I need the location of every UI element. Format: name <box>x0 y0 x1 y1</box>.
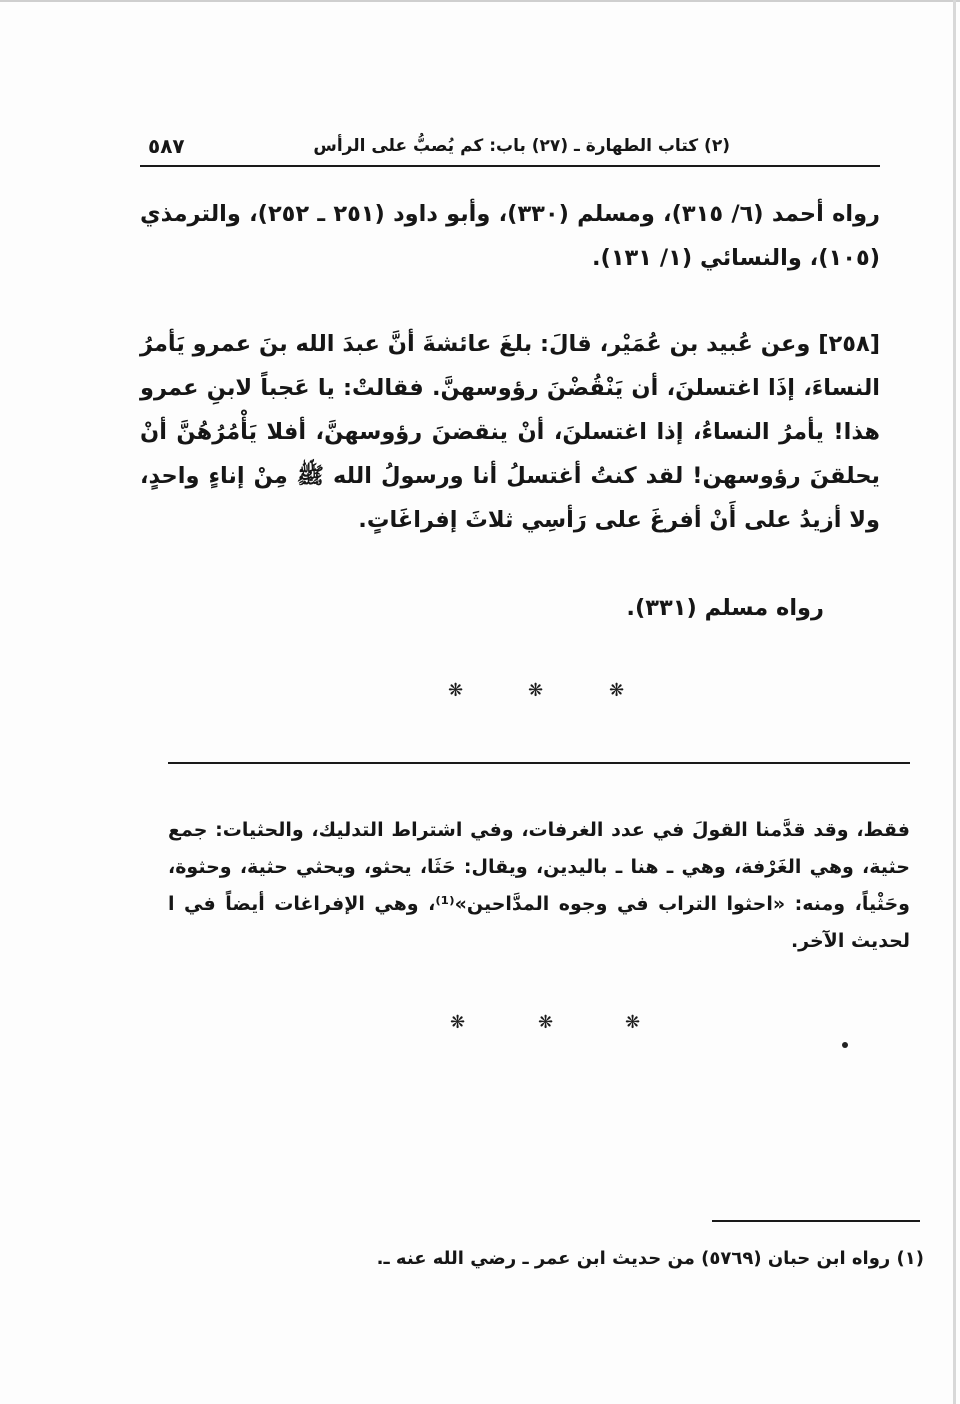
header-rule <box>140 165 880 167</box>
stray-dot <box>842 1042 848 1048</box>
citation-paragraph: رواه أحمد (٦/ ٣١٥)، ومسلم (٣٣٠)، وأبو داود (٢٥١ ـ ٢٥٢)، والترمذي (١٠٥)، والنسائي (١/ ١٣١). <box>140 201 881 271</box>
star-ornament: ❋ <box>625 1012 641 1033</box>
separator-stars-2 <box>0 1012 960 1042</box>
hadith-paragraph: [٢٥٨] وعن عُبيد بن عُمَيْر، قالَ: بلغَ عائشةَ أنَّ عبدَ الله بنَ عمرو يَأمرُ النساءَ، إذَا اغتسلنَ، أن يَنْقُضْنَ رؤوسهنَّ. فقالتْ: يا عَجباً لابنِ عمرو هذا! يأمرُ النساءُ، إذا اغتسلنَ، أنْ ينقضنَ رؤوسهنَّ، أفلا يَأْمُرُهُنَّ أنْ يحلقنَ رؤوسهن! لقد كنتُ أغتسلُ أنا ورسولُ الله ﷺ مِنْ إناءٍ واحدٍ، ولا أزيدُ على أَنْ أفرغَ على رَأسِي ثلاثَ إفراغَاتٍ. <box>140 331 880 533</box>
scan-top-edge <box>0 0 960 2</box>
separator-stars <box>0 680 960 710</box>
running-title: (٢) كتاب الطهارة ـ (٢٧) باب: كم يُصبُّ على الرأس <box>313 136 730 156</box>
footnote-rule <box>712 1220 920 1222</box>
star-ornament: ❋ <box>538 1012 554 1033</box>
page-number: ٥٨٧ <box>148 134 185 158</box>
citation-paragraph-2: رواه مسلم (٣٣١). <box>626 595 824 621</box>
star-ornament: ❋ <box>528 680 544 701</box>
section-divider <box>168 762 910 764</box>
star-ornament: ❋ <box>609 680 625 701</box>
footnote: (١) رواه ابن حبان (٥٧٦٩) من حديث ابن عمر ـ رضي الله عنه ـ. <box>376 1248 924 1269</box>
star-ornament: ❋ <box>450 1012 466 1033</box>
star-ornament: ❋ <box>448 680 464 701</box>
commentary-paragraph: فقط، وقد قدَّمنا القولَ في عدد الغرفات، وفي اشتراط التدليك، والحثيات: جمع حثية، وهي الغَرْفة، وهي ـ هنا ـ باليدين، ويقال: حَثَا، يحثو، ويحثي حثية، وحثوة، وحَثْياً، ومنه: «احثوا التراب في وجوه المدَّاحين»⁽¹⁾، وهي الإفراغات أيضاً في ا لحديث الآخر. <box>168 819 910 952</box>
page-header <box>140 128 880 168</box>
